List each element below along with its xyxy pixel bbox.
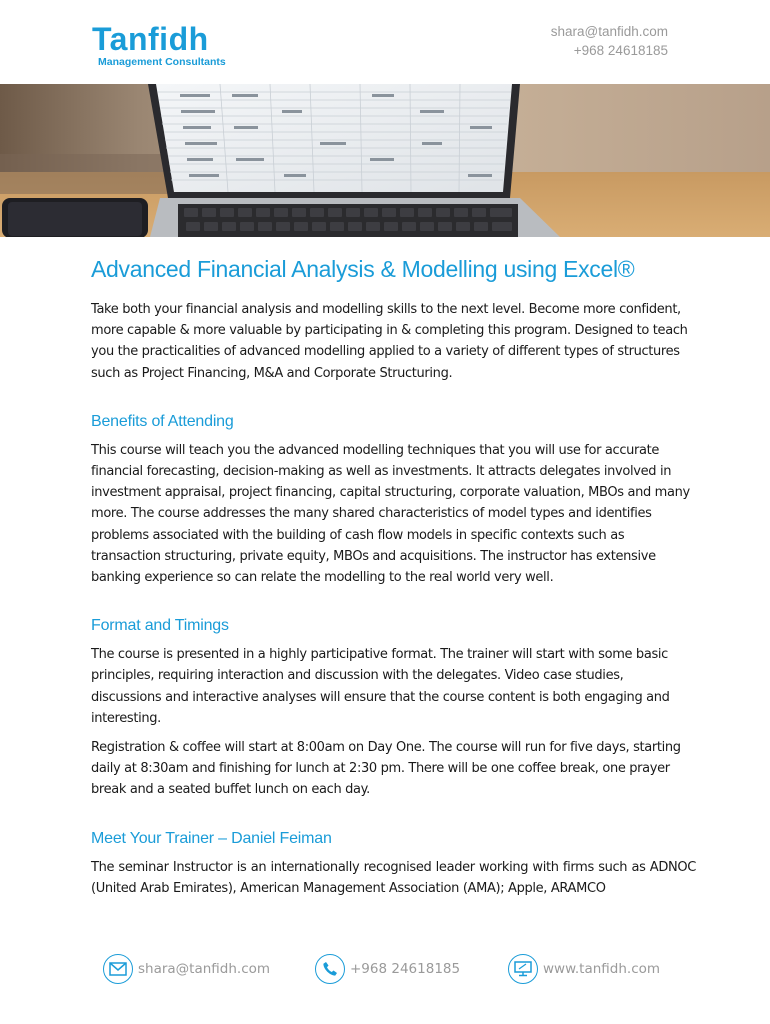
monitor-icon [508,954,538,984]
footer-phone-text: +968 24618185 [350,961,461,977]
main-content [91,252,696,899]
header-email[interactable]: shara@tanfidh.com [550,24,668,39]
logo-name: Tanfidh [92,21,209,57]
hero-image [0,84,770,237]
footer-website[interactable] [508,953,660,985]
envelope-icon [103,954,133,984]
format-body-1: The course is presented in a highly participative format. The trainer will start with some basic principles, requiring interaction and discussion with the delegates. Video case studies, discussions and interactive analyses will ensure that the course content is both engaging and interesting. [91,647,670,726]
footer-email-text: shara@tanfidh.com [138,961,271,977]
header-contact [551,22,668,60]
course-title: Advanced Financial Analysis & Modelling using Excel® [91,256,635,282]
header-phone[interactable]: +968 24618185 [573,43,668,58]
benefits-heading: Benefits of Attending [91,412,234,430]
page-footer [0,950,770,990]
trainer-heading: Meet Your Trainer – Daniel Feiman [91,829,332,847]
phone-icon [315,954,345,984]
laptop-spreadsheet-image [0,84,770,237]
footer-email[interactable] [103,953,270,985]
page-header [0,0,770,84]
course-intro: Take both your financial analysis and modelling skills to the next level. Become more confident, more capable & more valuable by participating in & completing this program. Designed to teach you the practicalities of advanced modelling applied to a variety of different types of structures such as Project Financing, M&A and Corporate Structuring. [91,302,688,381]
footer-phone[interactable] [315,953,460,985]
format-heading: Format and Timings [91,617,229,635]
benefits-body: This course will teach you the advanced modelling techniques that you will use for accurate financial forecasting, decision-making as well as investments. It attracts delegates involved in investment appraisal, project financing, capital structuring, corporate valuation, MBOs and many more. The course addresses the many shared characteristics of model types and identifies problems associated with the building of cash flow models in specific contexts such as transaction structuring, private equity, MBOs and acquisitions. The instructor has extensive banking experience so can relate the modelling to the real world very well. [91,442,690,586]
format-body-2: Registration & coffee will start at 8:00am on Day One. The course will run for five days, starting daily at 8:30am and finishing for lunch at 2:30 pm. There will be one coffee break, one prayer break and a seated buffet lunch on each day. [91,740,681,798]
logo-subtitle: Management Consultants [98,56,226,68]
footer-website-text: www.tanfidh.com [543,961,661,977]
company-logo[interactable] [92,22,226,68]
trainer-body: The seminar Instructor is an internationally recognised leader working with firms such as ADNOC (United Arab Emirates), American Management Association (AMA); Apple, ARAMCO [91,859,696,896]
